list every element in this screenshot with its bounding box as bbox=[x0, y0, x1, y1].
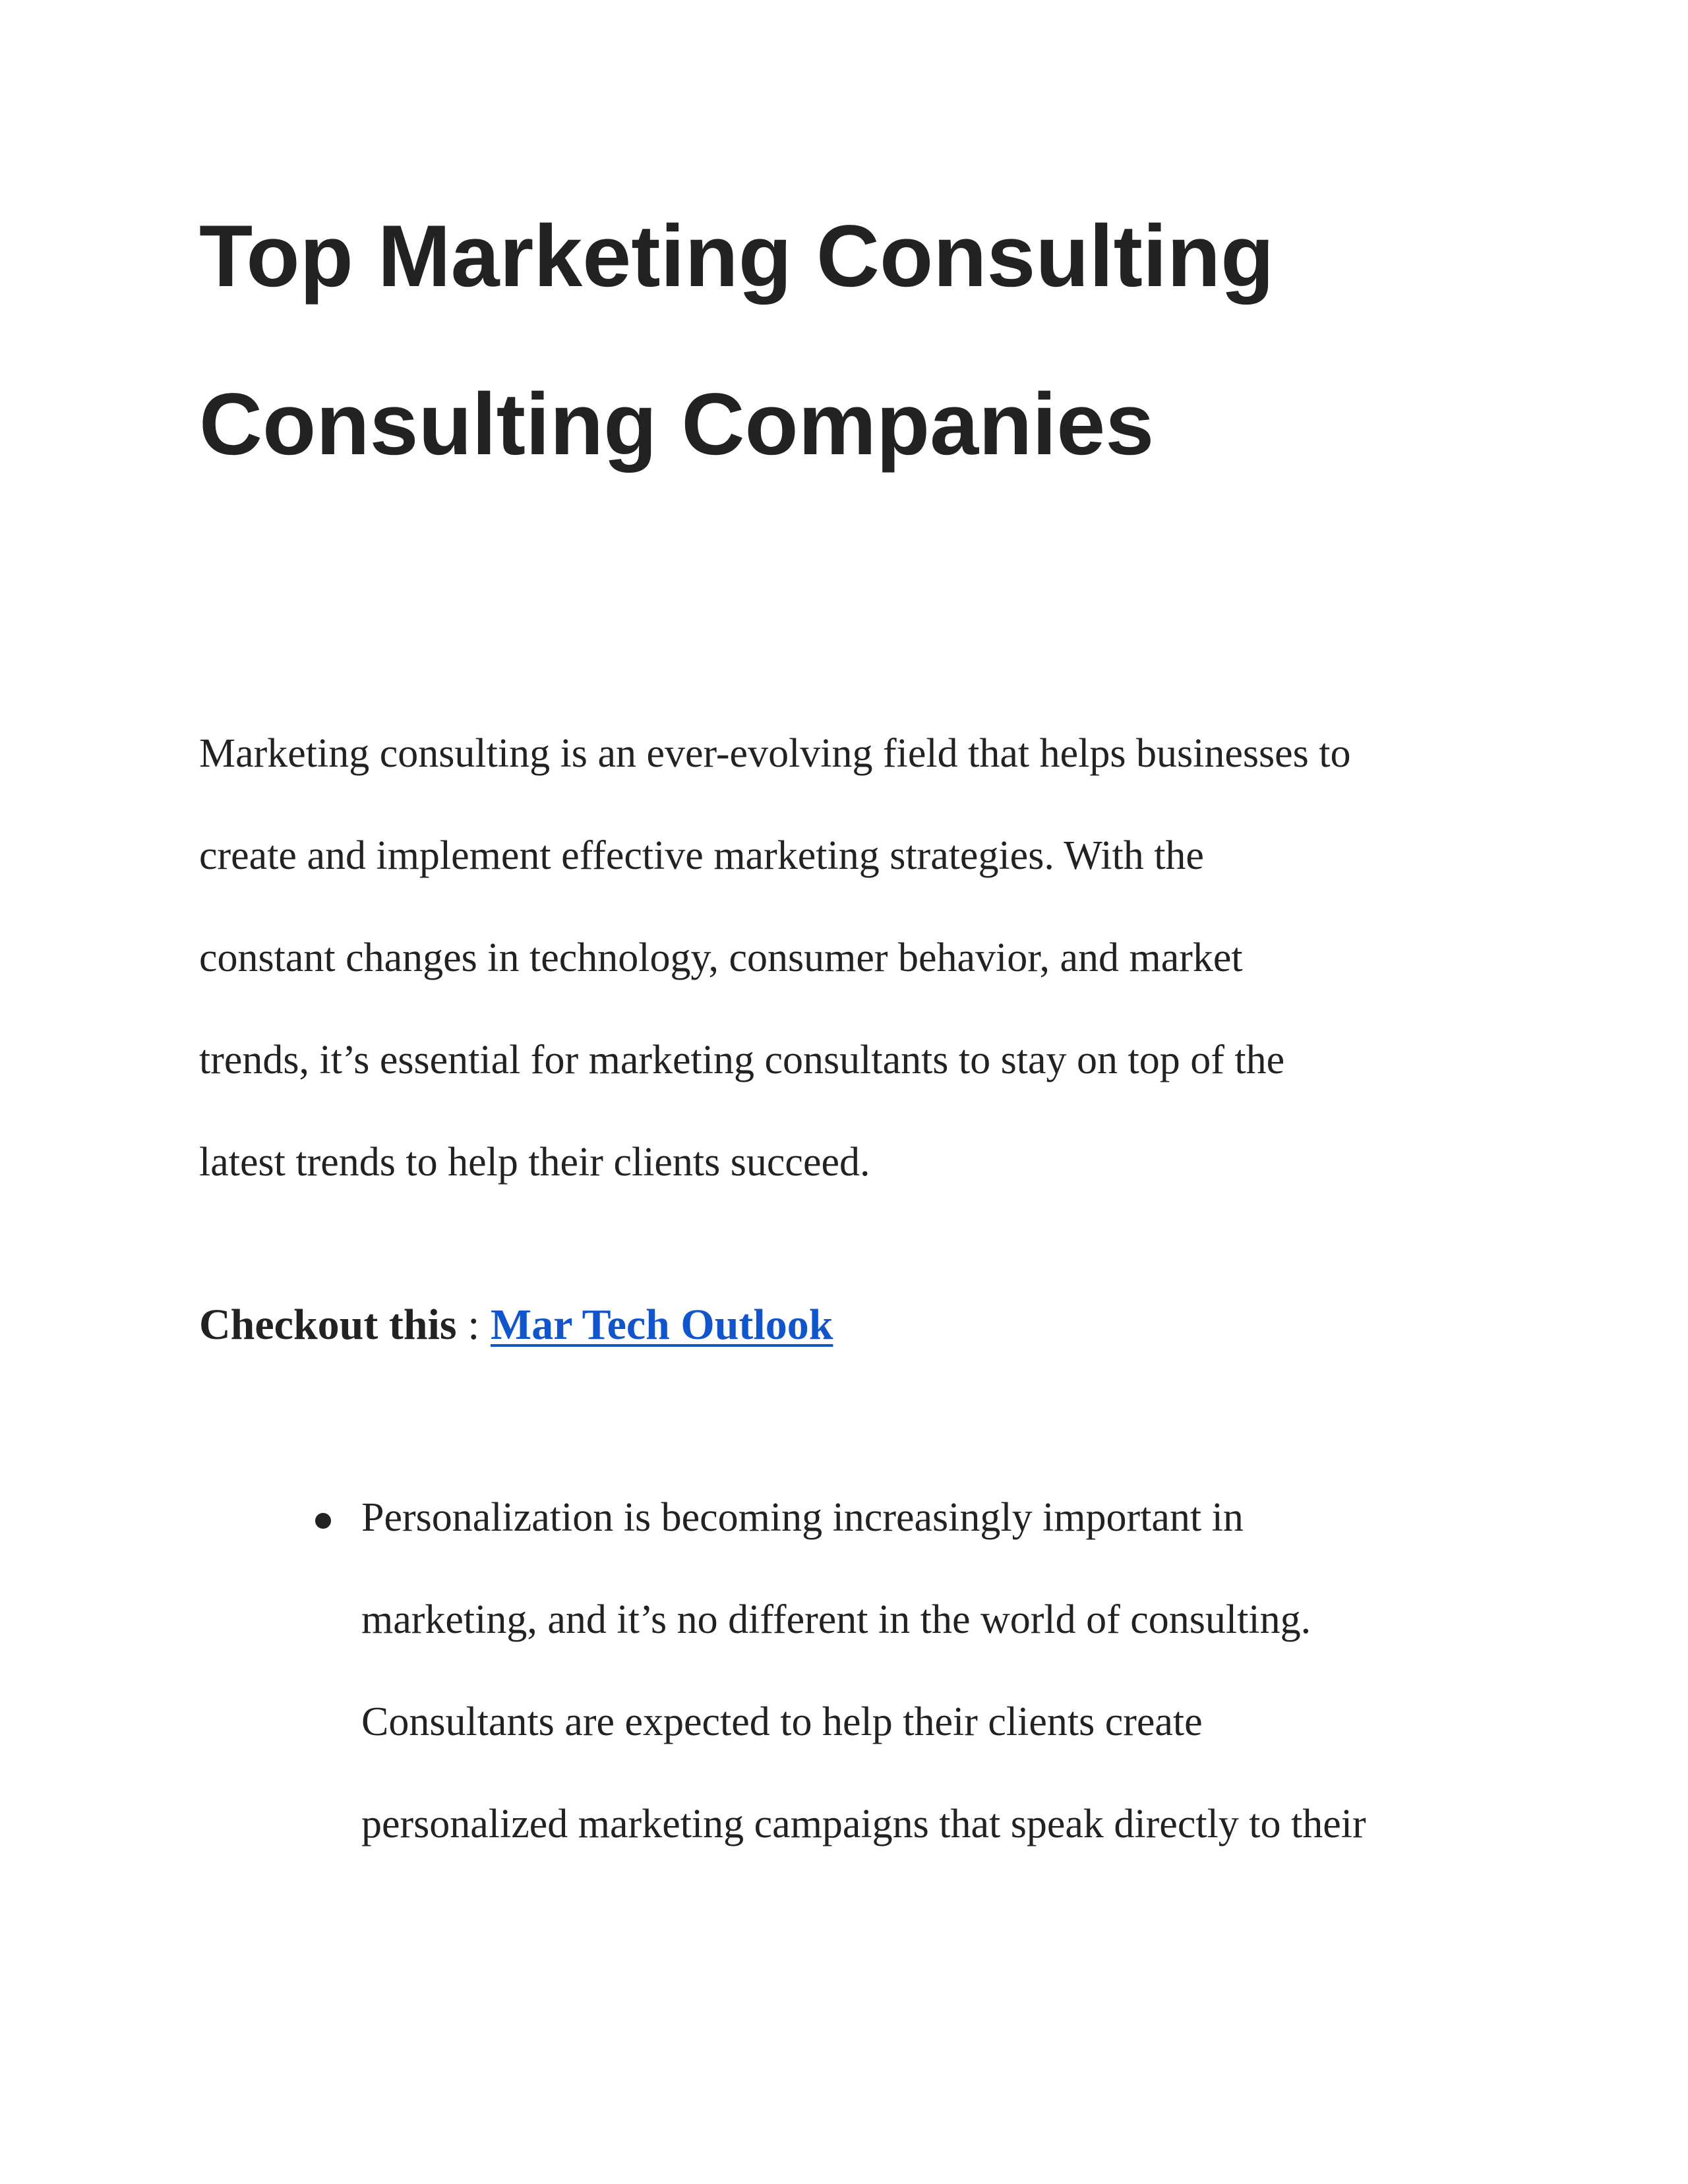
checkout-label: Checkout this bbox=[199, 1301, 457, 1349]
intro-line-2: create and implement effective marketing strategies. With the bbox=[199, 833, 1204, 878]
checkout-line bbox=[199, 1285, 833, 1365]
page-title-line-2: Consulting Companies bbox=[199, 376, 1155, 473]
checkout-separator: : bbox=[456, 1301, 491, 1349]
list-item bbox=[315, 1467, 1535, 1875]
intro-line-4: trends, it’s essential for marketing consultants to stay on top of the bbox=[199, 1038, 1285, 1082]
mar-tech-outlook-link[interactable]: Mar Tech Outlook bbox=[490, 1301, 833, 1349]
intro-line-5: latest trends to help their clients succeed. bbox=[199, 1140, 870, 1185]
bullet-line-2: marketing, and it’s no different in the world of consulting. bbox=[361, 1597, 1311, 1642]
intro-paragraph bbox=[199, 703, 1524, 1214]
page-title bbox=[199, 173, 1518, 509]
bullet-line-1: Personalization is becoming increasingly important in bbox=[361, 1495, 1244, 1540]
bullet-icon bbox=[315, 1513, 331, 1529]
bullet-line-3: Consultants are expected to help their clients create bbox=[361, 1699, 1203, 1744]
page-title-line-1: Top Marketing Consulting bbox=[199, 208, 1275, 305]
intro-line-1: Marketing consulting is an ever-evolving field that helps businesses to bbox=[199, 731, 1351, 776]
bullet-line-4: personalized marketing campaigns that speak directly to their bbox=[361, 1802, 1366, 1846]
intro-line-3: constant changes in technology, consumer behavior, and market bbox=[199, 935, 1243, 980]
bullet-text bbox=[361, 1467, 1535, 1875]
bullet-list bbox=[315, 1467, 1535, 1875]
